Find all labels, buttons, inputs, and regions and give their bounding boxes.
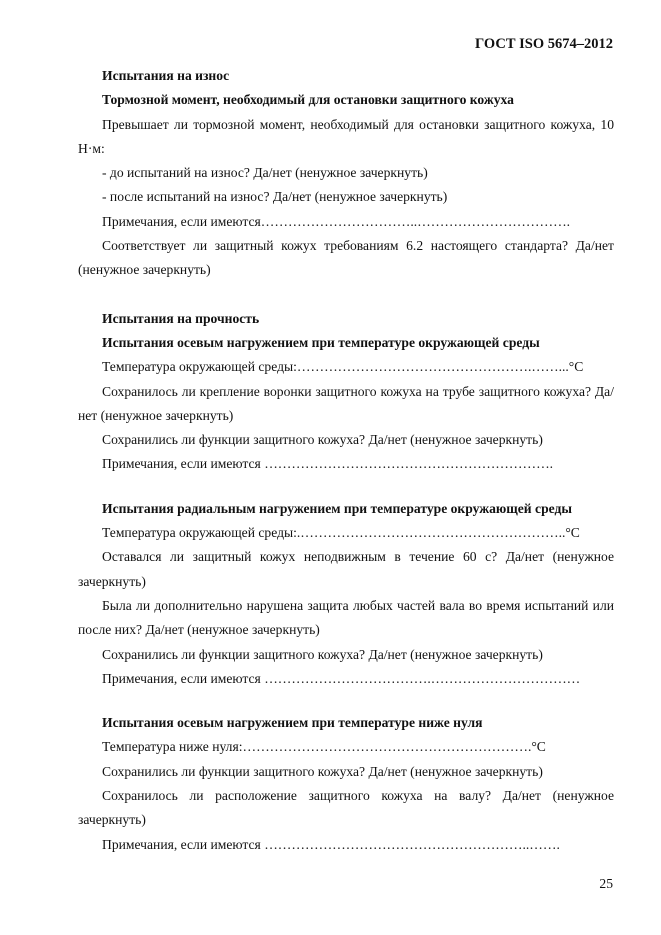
temperature-subzero: Температура ниже нуля:……………………………………………………….°С: [102, 739, 546, 755]
temperature-axial-ambient: Температура окружающей среды:…………………………………………….……...°С: [102, 359, 584, 375]
answer-before-wear: - до испытаний на износ? Да/нет (ненужное зачеркнуть): [102, 165, 428, 181]
subsection-title-axial-subzero: Испытания осевым нагружением при температуре ниже нуля: [102, 715, 483, 731]
spacer: [78, 283, 614, 307]
answer-after-wear: - после испытаний на износ? Да/нет (ненужное зачеркнуть): [102, 189, 448, 205]
document-code: ГОСТ ISO 5674–2012: [475, 36, 613, 52]
question-functions-axial: Сохранились ли функции защитного кожуха? Да/нет (ненужное зачеркнуть): [102, 432, 543, 448]
spacer: [78, 477, 614, 497]
subsection-title-axial-ambient: Испытания осевым нагружением при температуре окружающей среды: [102, 334, 540, 350]
subsection-title-brake-torque: Тормозной момент, необходимый для остановки защитного кожуха: [102, 92, 514, 108]
question-compliance: Соответствует ли защитный кожух требованиям 6.2 настоящего стандарта? Да/нет (ненужное зачеркнуть): [78, 238, 614, 278]
question-stationary: Оставался ли защитный кожух неподвижным в течение 60 с? Да/нет (ненужное зачеркнуть): [78, 549, 614, 589]
subsection-title-radial-ambient: Испытания радиальным нагружением при температуре окружающей среды: [102, 500, 572, 516]
question-attachment: Сохранилось ли крепление воронки защитного кожуха на трубе защитного кожуха? Да/нет (ненужное зачеркнуть): [78, 383, 614, 423]
question-position: Сохранилось ли расположение защитного кожуха на валу? Да/нет (ненужное зачеркнуть): [78, 788, 614, 828]
notes-radial-ambient: Примечания, если имеются ……………………………….……………………………: [102, 670, 581, 686]
notes-axial-subzero: Примечания, если имеются …………………………………………………..…….: [102, 836, 560, 852]
question-functions-radial: Сохранились ли функции защитного кожуха? Да/нет (ненужное зачеркнуть): [102, 646, 543, 662]
spacer: [78, 691, 614, 711]
notes-wear: Примечания, если имеются……………………………..…………………………….: [102, 213, 571, 229]
section-title-strength: Испытания на прочность: [102, 310, 260, 326]
notes-axial-ambient: Примечания, если имеются ……………………………………………………….: [102, 456, 554, 472]
question-brake-torque: Превышает ли тормозной момент, необходимый для остановки защитного кожуха, 10 Н·м:: [78, 116, 614, 156]
temperature-radial-ambient: Температура окружающей среды:.…………………………………………………..°С: [102, 525, 580, 541]
question-functions-subzero: Сохранились ли функции защитного кожуха? Да/нет (ненужное зачеркнуть): [102, 763, 543, 779]
question-damage: Была ли дополнительно нарушена защита любых частей вала во время испытаний или после них? Да/нет (ненужное зачеркнуть): [78, 597, 614, 638]
page-number: 25: [599, 876, 613, 891]
section-title-wear: Испытания на износ: [102, 68, 230, 83]
document-body: [78, 64, 614, 857]
